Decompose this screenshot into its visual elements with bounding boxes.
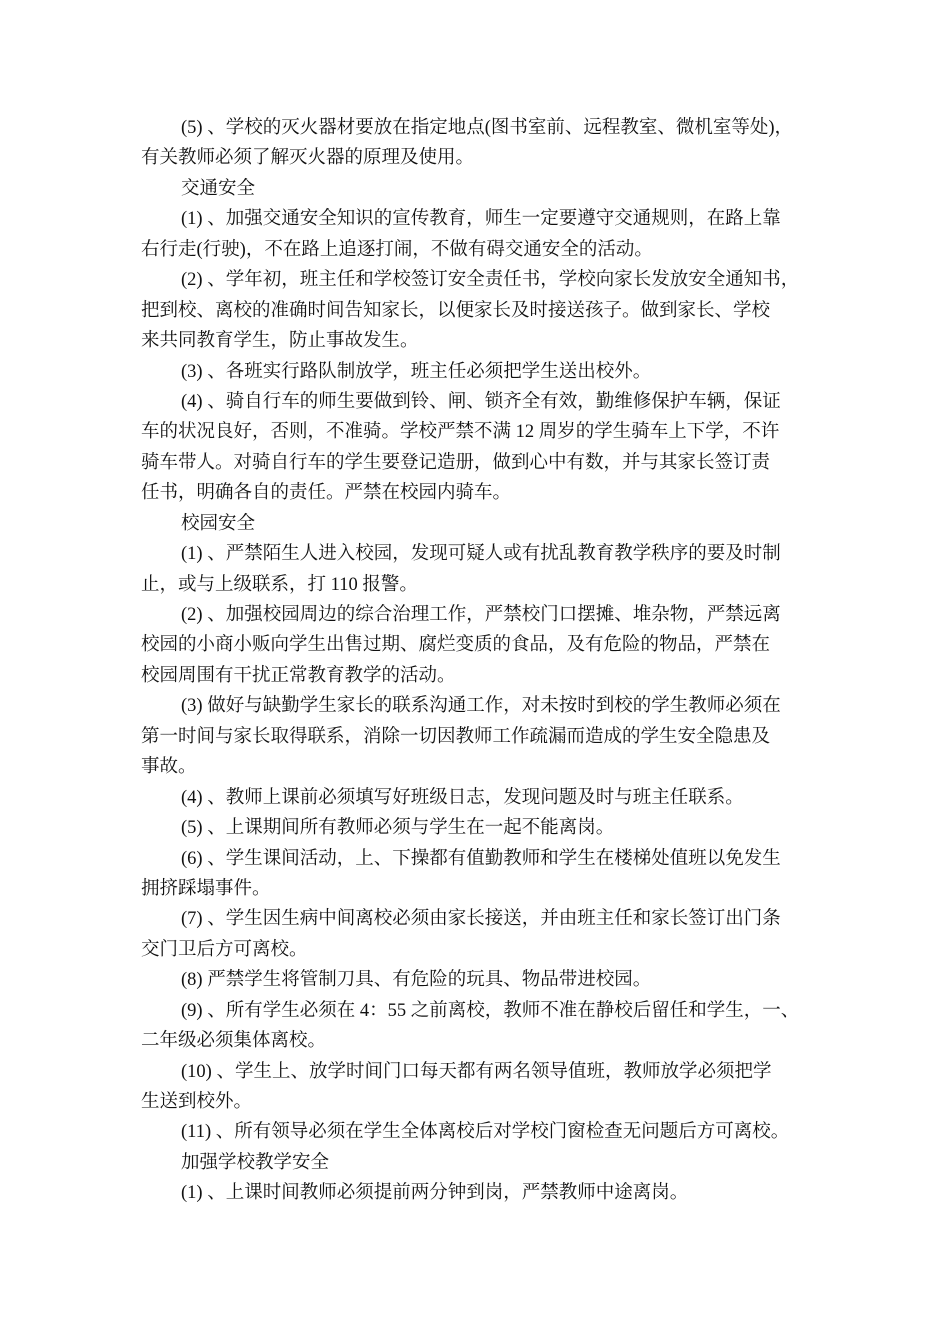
list-item (141, 600, 841, 691)
paragraph-line: 交门卫后方可离校。 (141, 939, 308, 960)
document-body (141, 113, 841, 1209)
paragraph-line: (1) 、加强交通安全知识的宣传教育，师生一定要遵守交通规则，在路上靠 (181, 209, 781, 230)
list-item (141, 387, 841, 509)
paragraph-line: 二年级必须集体离校。 (141, 1031, 327, 1052)
paragraph-line: (4) 、骑自行车的师生要做到铃、闸、锁齐全有效，勤维修保护车辆，保证 (181, 391, 781, 412)
list-item (141, 1057, 841, 1118)
list-item (141, 113, 841, 174)
paragraph-line: (7) 、学生因生病中间离校必须由家长接送，并由班主任和家长签订出门条 (181, 909, 781, 930)
paragraph-line: 事故。 (141, 757, 197, 778)
paragraph-line: (8) 严禁学生将管制刀具、有危险的玩具、物品带进校园。 (181, 970, 652, 991)
paragraph-line: (1) 、上课时间教师必须提前两分钟到岗，严禁教师中途离岗。 (181, 1183, 689, 1204)
section-heading (141, 174, 841, 204)
paragraph-line: 生送到校外。 (141, 1092, 253, 1112)
paragraph-line: 校园周围有干扰正常教育教学的活动。 (141, 665, 456, 686)
list-item (141, 1117, 841, 1147)
paragraph-line: (1) 、严禁陌生人进入校园，发现可疑人或有扰乱教育教学秩序的要及时制 (181, 544, 781, 565)
list-item (141, 844, 841, 905)
list-item (141, 265, 841, 356)
paragraph-line: (3) 做好与缺勤学生家长的联系沟通工作，对未按时到校的学生教师必须在 (181, 696, 781, 717)
paragraph-line: 右行走(行驶)，不在路上追逐打闹，不做有碍交通安全的活动。 (141, 239, 653, 260)
list-item (141, 904, 841, 965)
paragraph-line: 有关教师必须了解灭火器的原理及使用。 (141, 148, 475, 169)
paragraph-line: 骑车带人。对骑自行车的学生要登记造册，做到心中有数，并与其家长签订责 (141, 452, 771, 473)
list-item (141, 691, 841, 782)
section-heading-text: 加强学校教学安全 (181, 1152, 330, 1173)
paragraph-line: (11) 、所有领导必须在学生全体离校后对学校门窗检查无问题后方可离校。 (181, 1122, 790, 1143)
paragraph-line: 把到校、离校的准确时间告知家长，以便家长及时接送孩子。做到家长、学校 (141, 300, 771, 321)
list-item (141, 539, 841, 600)
paragraph-line: (2) 、加强校园周边的综合治理工作，严禁校门口摆摊、堆杂物，严禁远离 (181, 605, 781, 625)
section-heading (141, 1148, 841, 1178)
list-item (141, 357, 841, 387)
paragraph-line: 止，或与上级联系，打 110 报警。 (141, 574, 418, 595)
list-item (141, 996, 841, 1057)
list-item (141, 204, 841, 265)
list-item (141, 813, 841, 843)
paragraph-line: (2) 、学年初，班主任和学校签订安全责任书，学校向家长发放安全通知书， (181, 270, 800, 291)
paragraph-line: (10) 、学生上、放学时间门口每天都有两名领导值班，教师放学必须把学 (181, 1061, 772, 1082)
paragraph-line: (6) 、学生课间活动，上、下操都有值勤教师和学生在楼梯处值班以免发生 (181, 848, 781, 869)
list-item (141, 965, 841, 995)
paragraph-line: (3) 、各班实行路队制放学，班主任必须把学生送出校外。 (181, 361, 652, 382)
section-heading (141, 509, 841, 539)
paragraph-line: 来共同教育学生，防止事故发生。 (141, 331, 419, 352)
paragraph-line: 拥挤踩塌事件。 (141, 878, 271, 899)
paragraph-line: 第一时间与家长取得联系，消除一切因教师工作疏漏而造成的学生安全隐患及 (141, 726, 771, 747)
paragraph-line: 任书，明确各自的责任。严禁在校园内骑车。 (141, 483, 512, 504)
paragraph-line: (5) 、学校的灭火器材要放在指定地点(图书室前、远程教室、微机室等处)， (181, 118, 794, 138)
paragraph-line: 校园的小商小贩向学生出售过期、腐烂变质的食品，及有危险的物品，严禁在 (141, 635, 771, 656)
paragraph-line: (4) 、教师上课前必须填写好班级日志，发现问题及时与班主任联系。 (181, 787, 744, 808)
list-item (141, 783, 841, 813)
paragraph-line: 车的状况良好，否则，不准骑。学校严禁不满 12 周岁的学生骑车上下学，不许 (141, 422, 780, 443)
list-item (141, 1178, 841, 1208)
section-heading-text: 校园安全 (181, 513, 256, 534)
paragraph-line: (9) 、所有学生必须在 4：55 之前离校，教师不准在静校后留任和学生，一、 (181, 1000, 800, 1021)
paragraph-line: (5) 、上课期间所有教师必须与学生在一起不能离岗。 (181, 818, 615, 839)
section-heading-text: 交通安全 (181, 178, 256, 199)
